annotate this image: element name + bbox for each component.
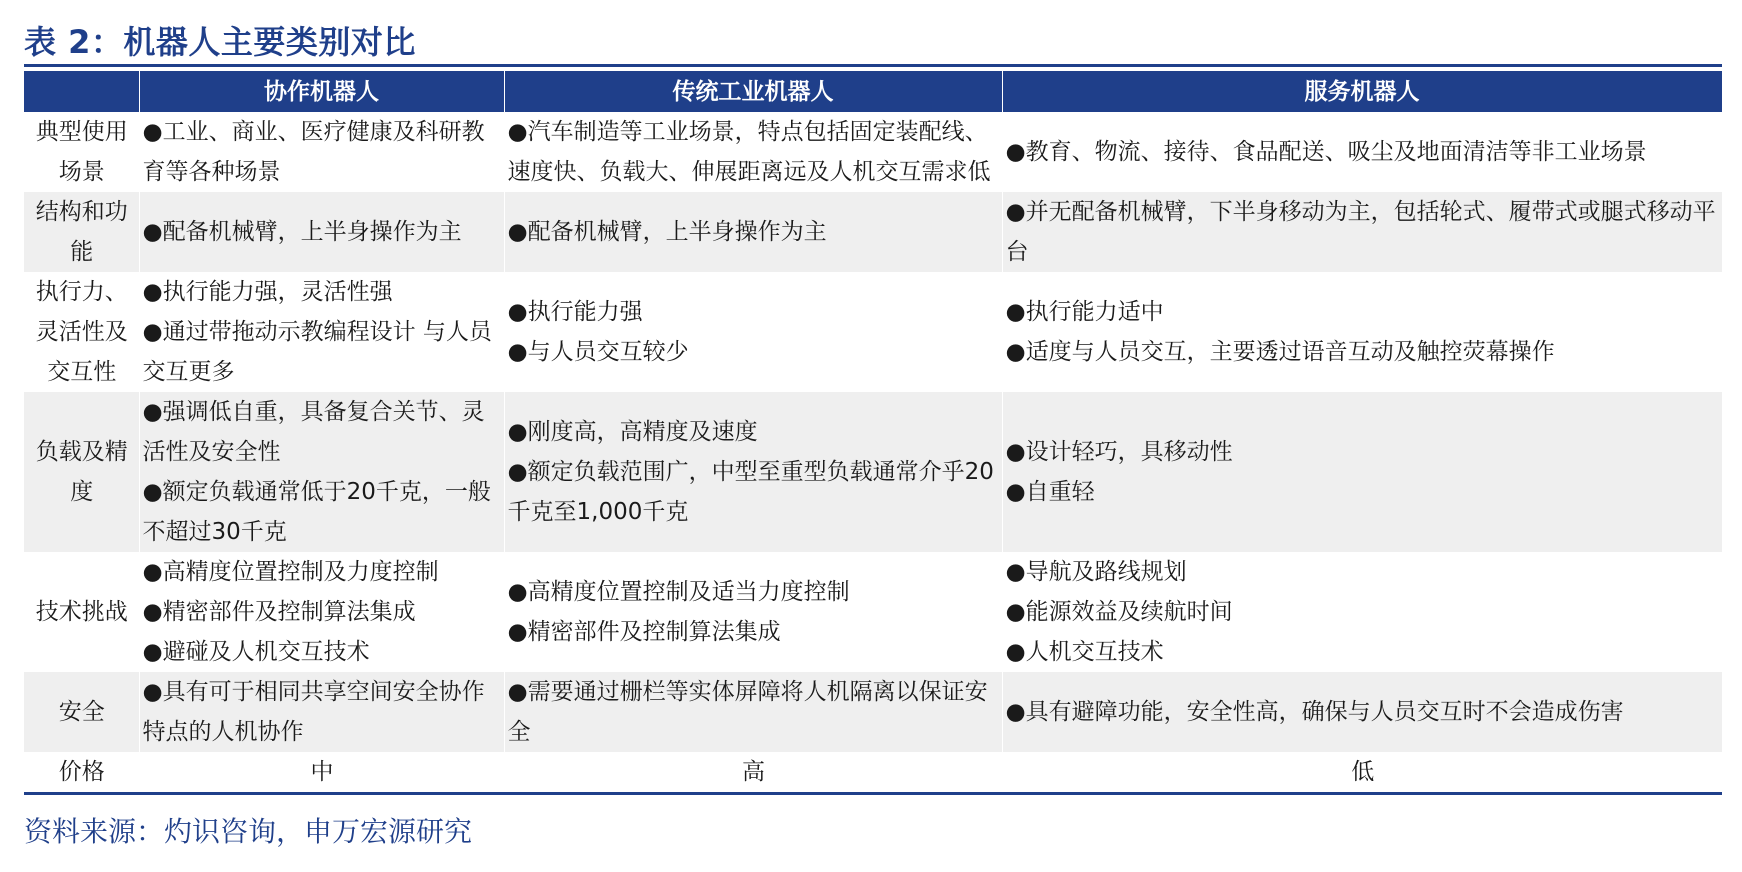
cell-collaborative [139,272,504,392]
cell-line: 高 [742,759,765,785]
cell-line: 中 [310,759,334,785]
cell-service [1002,192,1722,272]
cell-service [1002,752,1722,792]
table-row [24,112,1722,192]
cell-service [1002,112,1722,192]
cell-industrial [504,272,1002,392]
cell-line: ●设计轻巧，具移动性 [1005,439,1233,465]
source-note: 资料来源：灼识咨询，申万宏源研究 [24,815,473,848]
table-row [24,192,1722,272]
cell-line: ●高精度位置控制及适当力度控制 [507,579,850,605]
row-label: 技术挑战 [24,552,139,672]
cell-line: ●额定负载范围广，中型至重型负载通常介乎20千克至1,000千克 [507,459,994,525]
table-header-row [24,71,1722,112]
header-corner [24,71,139,112]
row-label: 结构和功能 [24,192,139,272]
cell-service [1002,552,1722,672]
cell-line: ●汽车制造等工业场景，特点包括固定装配线、速度快、负载大、伸展距离远及人机交互需求低 [507,119,991,185]
cell-industrial [504,392,1002,552]
cell-line: 低 [1351,759,1375,785]
cell-service [1002,392,1722,552]
header-service-robot: 服务机器人 [1002,71,1722,112]
cell-industrial [504,672,1002,752]
header-collaborative-robot: 协作机器人 [139,71,504,112]
cell-line: ●具有可于相同共享空间安全协作特点的人机协作 [142,679,485,745]
table-body [24,112,1722,792]
cell-line: ●通过带拖动示教编程设计 与人员交互更多 [142,319,492,385]
table-row [24,552,1722,672]
table-row [24,392,1722,552]
cell-line: ●并无配备机械臂，下半身移动为主，包括轮式、履带式或腿式移动平台 [1005,199,1716,265]
cell-industrial [504,752,1002,792]
cell-line: ●避碰及人机交互技术 [142,639,370,665]
cell-line: ●执行能力强 [507,299,643,325]
cell-collaborative [139,392,504,552]
row-label: 执行力、灵活性及交互性 [24,272,139,392]
title-rule [24,64,1722,67]
table-bottom-rule [24,792,1722,795]
cell-line: ●执行能力强，灵活性强 [142,279,393,305]
cell-line: ●与人员交互较少 [507,339,689,365]
table-title: 表 2：机器人主要类别对比 [24,23,416,61]
cell-line: ●需要通过栅栏等实体屏障将人机隔离以保证安全 [507,679,988,745]
row-label: 安全 [24,672,139,752]
cell-collaborative [139,112,504,192]
comparison-table [24,71,1723,792]
cell-line: ●导航及路线规划 [1005,559,1187,585]
cell-collaborative [139,672,504,752]
cell-line: ●精密部件及控制算法集成 [507,619,781,645]
cell-line: ●强调低自重，具备复合关节、灵活性及安全性 [142,399,485,465]
cell-line: ●自重轻 [1005,479,1095,505]
cell-line: ●额定负载通常低于20千克，一般不超过30千克 [142,479,491,545]
row-label: 负载及精度 [24,392,139,552]
cell-industrial [504,192,1002,272]
row-label: 价格 [24,752,139,792]
cell-industrial [504,552,1002,672]
cell-line: ●适度与人员交互，主要透过语音互动及触控荧幕操作 [1005,339,1555,365]
cell-service [1002,272,1722,392]
cell-collaborative [139,752,504,792]
cell-line: ●刚度高，高精度及速度 [507,419,758,445]
cell-line: ●配备机械臂，上半身操作为主 [507,219,827,245]
cell-service [1002,672,1722,752]
table-row [24,752,1722,792]
cell-line: ●精密部件及控制算法集成 [142,599,416,625]
cell-line: ●工业、商业、医疗健康及科研教育等各种场景 [142,119,485,185]
cell-line: ●能源效益及续航时间 [1005,599,1233,625]
table-row [24,672,1722,752]
table-row [24,272,1722,392]
cell-line: ●配备机械臂，上半身操作为主 [142,219,462,245]
cell-line: ●高精度位置控制及力度控制 [142,559,439,585]
cell-industrial [504,112,1002,192]
header-industrial-robot: 传统工业机器人 [504,71,1002,112]
cell-line: ●执行能力适中 [1005,299,1164,325]
row-label: 典型使用场景 [24,112,139,192]
cell-line: ●人机交互技术 [1005,639,1164,665]
cell-line: ●具有避障功能，安全性高，确保与人员交互时不会造成伤害 [1005,699,1624,725]
cell-line: ●教育、物流、接待、食品配送、吸尘及地面清洁等非工业场景 [1005,139,1647,165]
cell-collaborative [139,192,504,272]
cell-collaborative [139,552,504,672]
